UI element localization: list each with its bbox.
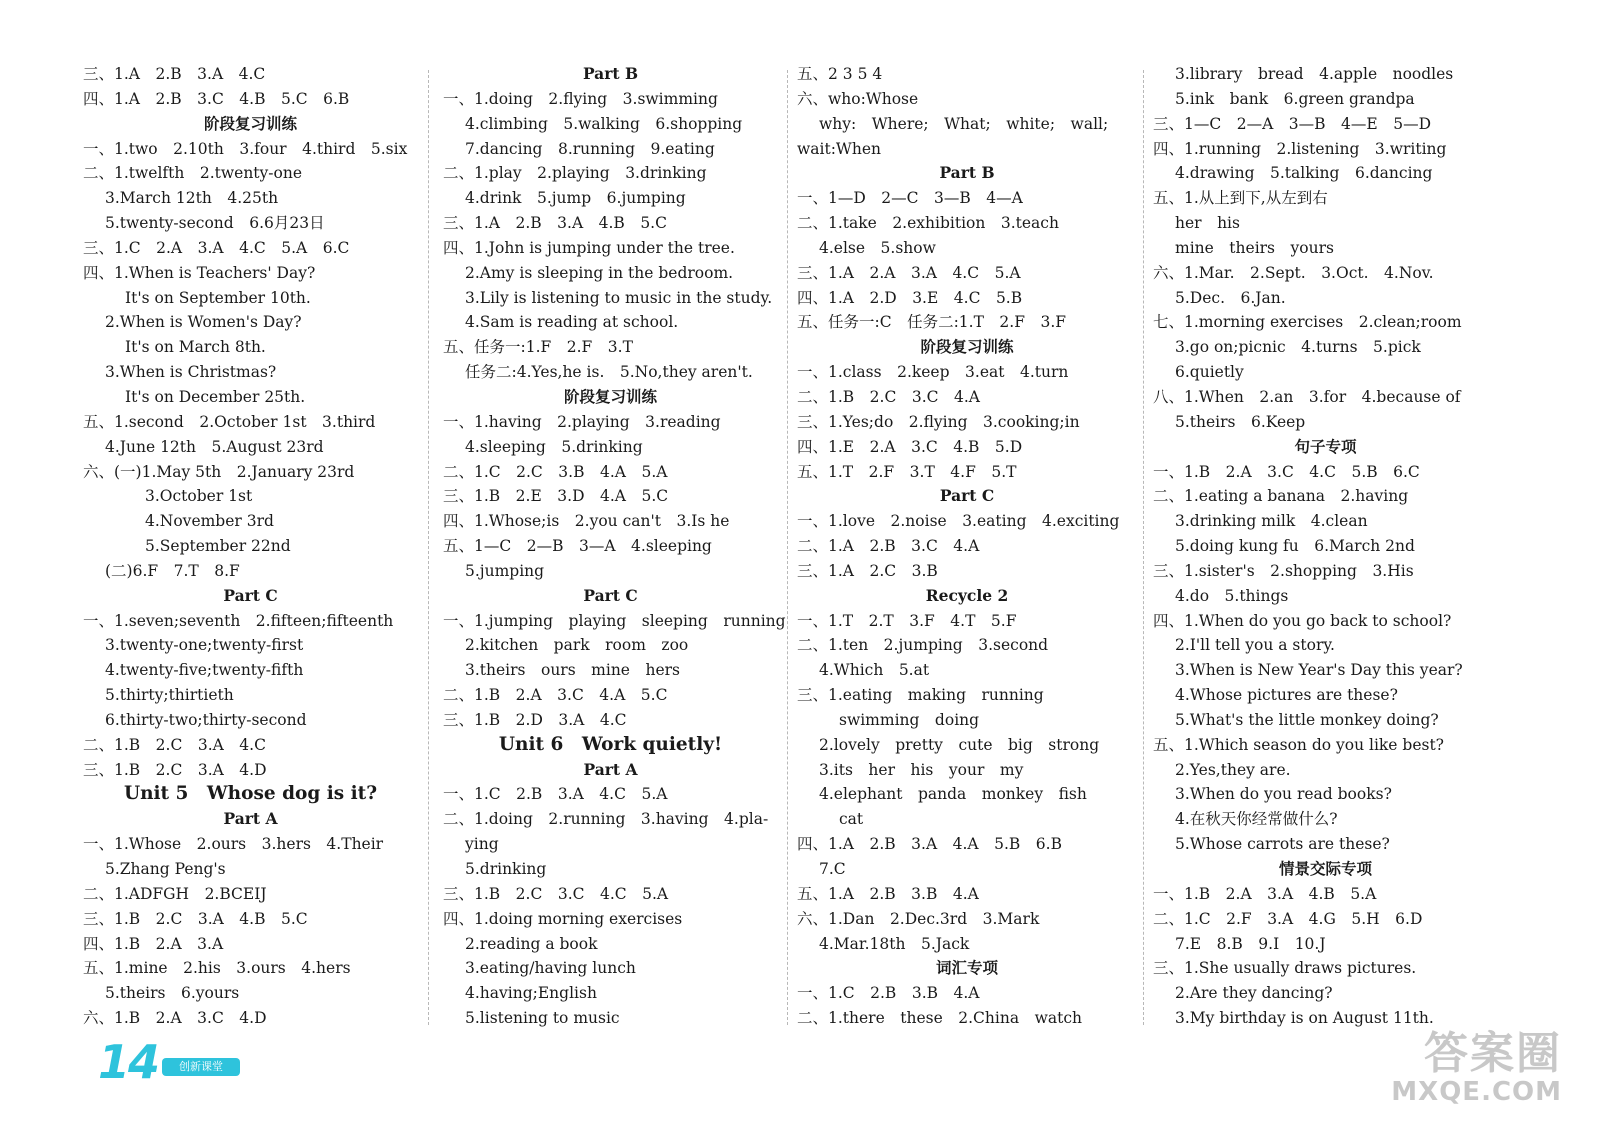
answer-line: 4.在秋天你经常做什么?	[1175, 810, 1338, 829]
watermark-url: MXQE.COM	[1391, 1077, 1562, 1107]
answer-line: 七、1.morning exercises 2.clean;room	[1153, 313, 1462, 332]
answer-line: 一、1.love 2.noise 3.eating 4.exciting	[797, 512, 1120, 531]
answer-column-4	[1153, 62, 1498, 1031]
section-heading: 情景交际专项	[1278, 859, 1372, 878]
answer-line: 3.go on;picnic 4.turns 5.pick	[1175, 338, 1421, 357]
answer-line: 六、1.Mar. 2.Sept. 3.Oct. 4.Nov.	[1153, 263, 1434, 282]
answer-line: 一、1.doing 2.flying 3.swimming	[443, 89, 718, 108]
answer-line: 三、1.B 2.E 3.D 4.A 5.C	[443, 487, 669, 506]
answer-line: 2.lovely pretty cute big strong	[819, 735, 1100, 754]
answer-line: 5.thirty;thirtieth	[105, 686, 234, 705]
answer-line: 5.doing kung fu 6.March 2nd	[1175, 537, 1415, 556]
section-heading: 句子专项	[1294, 436, 1357, 456]
answer-line: 3.eating/having lunch	[465, 959, 636, 978]
answer-line: 3.Lily is listening to music in the study.	[465, 288, 773, 307]
answer-line: 4.climbing 5.walking 6.shopping	[465, 114, 743, 133]
answer-line: 4.Whose pictures are these?	[1175, 686, 1398, 705]
answer-line: 6.quietly	[1175, 363, 1244, 382]
answer-line: 二、1.ADFGH 2.BCEIJ	[83, 884, 267, 903]
answer-line: 4.do 5.things	[1175, 586, 1289, 605]
answer-line: 3.March 12th 4.25th	[105, 189, 279, 208]
answer-line: 四、1.When do you go back to school?	[1153, 611, 1452, 630]
answer-line: wait:When	[797, 139, 881, 158]
section-heading: Part C	[223, 585, 278, 605]
answer-line: 四、1.When is Teachers' Day?	[83, 263, 316, 282]
answer-line: 一、1.C 2.B 3.B 4.A	[797, 984, 980, 1003]
answer-line: 3.twenty-one;twenty-first	[105, 636, 304, 655]
answer-line: 二、1.B 2.A 3.C 4.A 5.C	[443, 686, 668, 705]
answer-line: 二、1.ten 2.jumping 3.second	[797, 636, 1049, 655]
answer-line: why: Where; What; white; wall;	[819, 114, 1109, 133]
answer-line: 5.drinking	[465, 860, 547, 878]
answer-line: 2.kitchen park room zoo	[465, 636, 689, 655]
answer-line: 5.theirs 6.yours	[105, 984, 240, 1003]
answer-line: 一、1.having 2.playing 3.reading	[443, 412, 721, 431]
answer-line: 2.I'll tell you a story.	[1175, 636, 1335, 655]
answer-line: 一、1.two 2.10th 3.four 4.third 5.six	[83, 139, 408, 158]
watermark-logo-text: 答案圈	[1424, 1028, 1562, 1079]
answer-line: 4.November 3rd	[145, 512, 274, 531]
answer-line: 三、1.A 2.A 3.A 4.C 5.A	[797, 263, 1021, 282]
answer-line: It's on March 8th.	[125, 338, 266, 357]
section-heading: 阶段复习训练	[563, 386, 657, 406]
answer-line: 4.twenty-five;twenty-fifth	[105, 661, 304, 680]
answer-line: 二、1.B 2.C 3.A 4.C	[83, 735, 266, 754]
answer-line: 一、1—D 2—C 3—B 4—A	[797, 189, 1023, 208]
answer-line: 7.C	[819, 860, 846, 878]
answer-line: 二、1.there these 2.China watch	[797, 1009, 1082, 1028]
answer-line: 三、1.B 2.C 3.C 4.C 5.A	[443, 884, 669, 903]
answer-line: 二、1.C 2.C 3.B 4.A 5.A	[443, 462, 668, 481]
answer-line: 五、任务一:1.F 2.F 3.T	[443, 338, 633, 357]
answer-line: 五、1.mine 2.his 3.ours 4.hers	[83, 959, 351, 978]
section-heading: Recycle 2	[925, 585, 1009, 605]
answer-line: It's on September 10th.	[125, 288, 311, 307]
column-divider-1	[428, 70, 429, 1025]
answer-line: 4.drawing 5.talking 6.dancing	[1175, 164, 1433, 183]
answer-line: 7.dancing 8.running 9.eating	[465, 139, 715, 158]
column-divider-2	[787, 70, 788, 1025]
answer-line: 5.listening to music	[465, 1009, 620, 1028]
answer-line: 任务二:4.Yes,he is. 5.No,they aren't.	[465, 363, 753, 382]
answer-line: 一、1.T 2.T 3.F 4.T 5.F	[797, 611, 1017, 630]
answer-line: 一、1.B 2.A 3.C 4.C 5.B 6.C	[1153, 462, 1420, 481]
answer-line: 六、1.Dan 2.Dec.3rd 3.Mark	[797, 909, 1040, 928]
section-heading: Part B	[582, 64, 639, 83]
section-heading: Part B	[939, 163, 995, 183]
answer-line: 四、1.John is jumping under the tree.	[443, 238, 735, 257]
answer-line: 3.theirs ours mine hers	[465, 661, 681, 680]
answer-line: 二、1.take 2.exhibition 3.teach	[797, 214, 1059, 233]
answer-line: 一、1.C 2.B 3.A 4.C 5.A	[443, 785, 668, 804]
answer-line: 八、1.When 2.an 3.for 4.because of	[1153, 387, 1461, 406]
answer-line: 5.ink bank 6.green grandpa	[1175, 89, 1415, 108]
answer-line: 5.theirs 6.Keep	[1175, 412, 1306, 431]
section-heading: Unit 5 Whose dog is it?	[123, 783, 378, 805]
answer-line: 2.reading a book	[465, 934, 598, 953]
section-heading: Part A	[583, 759, 638, 779]
answer-line: cat	[839, 810, 864, 829]
answer-line: 五、1.Which season do you like best?	[1153, 735, 1444, 754]
answer-line: 4.Which 5.at	[819, 661, 930, 680]
answer-line: 4.Mar.18th 5.Jack	[819, 934, 970, 953]
answer-line: 2.Amy is sleeping in the bedroom.	[465, 263, 734, 282]
answer-line: ying	[465, 835, 499, 854]
watermark	[1391, 1030, 1562, 1106]
answer-line: 三、1—C 2—A 3—B 4—E 5—D	[1153, 114, 1431, 133]
answer-line: 一、1.Whose 2.ours 3.hers 4.Their	[83, 835, 384, 854]
answer-line: 五、1.second 2.October 1st 3.third	[83, 412, 376, 431]
answer-line: 3.When is New Year's Day this year?	[1175, 661, 1463, 680]
answer-line: 2.When is Women's Day?	[105, 313, 302, 332]
answer-line: 3.its her his your my	[819, 760, 1024, 779]
answer-line: 4.elephant panda monkey fish	[819, 785, 1087, 804]
answer-line: 5.Whose carrots are these?	[1175, 835, 1390, 854]
answer-line: 四、1.A 2.B 3.A 4.A 5.B 6.B	[797, 835, 1062, 854]
answer-line: 四、1.E 2.A 3.C 4.B 5.D	[797, 437, 1023, 456]
answer-line: 三、1.A 2.B 3.A 4.B 5.C	[443, 214, 667, 233]
answer-line: 二、1.B 2.C 3.C 4.A	[797, 387, 980, 406]
answer-line: 五、1.从上到下,从左到右	[1153, 189, 1328, 208]
answer-line: 7.E 8.B 9.I 10.J	[1175, 934, 1326, 953]
answer-line: 四、1.A 2.B 3.C 4.B 5.C 6.B	[83, 89, 350, 108]
answer-line: 5.Zhang Peng's	[105, 860, 226, 878]
section-heading: Part C	[583, 585, 638, 605]
answer-line: 4.drink 5.jump 6.jumping	[465, 189, 686, 208]
answer-line: 二、1.eating a banana 2.having	[1153, 487, 1409, 506]
answer-line: 3.When is Christmas?	[105, 363, 277, 382]
answer-line: 一、1.class 2.keep 3.eat 4.turn	[797, 363, 1069, 382]
answer-line: 二、1.twelfth 2.twenty-one	[83, 164, 303, 183]
answer-line: 三、1.B 2.C 3.A 4.D	[83, 760, 267, 779]
answer-line: 五、1.T 2.F 3.T 4.F 5.T	[797, 462, 1017, 481]
answer-line: 4.else 5.show	[819, 238, 936, 257]
answer-line: 3.drinking milk 4.clean	[1175, 512, 1368, 531]
answer-line: 三、1.C 2.A 3.A 4.C 5.A 6.C	[83, 238, 350, 257]
answer-line: mine theirs yours	[1175, 238, 1334, 257]
answer-line: swimming doing	[839, 710, 980, 729]
answer-line: 3.My birthday is on August 11th.	[1175, 1009, 1434, 1028]
answer-line: (二)6.F 7.T 8.F	[105, 561, 240, 580]
answer-line: 四、1.doing morning exercises	[443, 909, 683, 928]
answer-line: 二、1.C 2.F 3.A 4.G 5.H 6.D	[1153, 909, 1423, 928]
answer-line: 一、1.B 2.A 3.A 4.B 5.A	[1153, 884, 1377, 903]
page-number: 14	[98, 1035, 159, 1089]
section-heading: Part A	[223, 809, 278, 829]
answer-line: 3.library bread 4.apple noodles	[1175, 65, 1454, 83]
answer-line: her his	[1175, 214, 1240, 233]
answer-line: 四、1.running 2.listening 3.writing	[1153, 139, 1447, 158]
answer-line: 5.twenty-second 6.6月23日	[105, 214, 325, 233]
answer-line: 三、1.B 2.D 3.A 4.C	[443, 710, 627, 729]
answer-line: 5.September 22nd	[145, 537, 291, 556]
section-heading: 阶段复习训练	[920, 337, 1014, 357]
answer-line: 5.Dec. 6.Jan.	[1175, 288, 1286, 307]
answer-column-2	[443, 62, 786, 1031]
answer-line: 六、1.B 2.A 3.C 4.D	[83, 1009, 267, 1028]
answer-line: 四、1.Whose;is 2.you can't 3.Is he	[443, 512, 730, 531]
answer-line: 五、2 3 5 4	[797, 65, 883, 83]
section-heading: Unit 6 Work quietly!	[498, 733, 723, 755]
section-heading: Part C	[939, 486, 995, 506]
answer-line: 二、1.A 2.B 3.C 4.A	[797, 537, 980, 556]
answer-line: 四、1.B 2.A 3.A	[83, 934, 224, 953]
answer-line: 2.Yes,they are.	[1175, 760, 1291, 779]
answer-line: It's on December 25th.	[125, 387, 306, 406]
answer-line: 六、who:Whose	[797, 89, 919, 108]
answer-column-3	[797, 62, 1137, 1031]
answer-line: 三、1.A 2.B 3.A 4.C	[83, 65, 266, 83]
answer-line: 4.June 12th 5.August 23rd	[105, 437, 324, 456]
answer-line: 一、1.seven;seventh 2.fifteen;fifteenth	[83, 611, 394, 630]
answer-column-1	[83, 62, 418, 1031]
answer-line: 三、1.A 2.C 3.B	[797, 561, 938, 580]
section-heading: 阶段复习训练	[203, 113, 297, 133]
answer-line: 四、1.A 2.D 3.E 4.C 5.B	[797, 288, 1023, 307]
answer-line: 一、1.jumping playing sleeping running	[443, 611, 786, 630]
answer-line: 3.When do you read books?	[1175, 785, 1392, 804]
column-divider-3	[1143, 70, 1144, 1025]
answer-line: 五、任务一:C 任务二:1.T 2.F 3.F	[797, 313, 1067, 332]
answer-line: 三、1.B 2.C 3.A 4.B 5.C	[83, 909, 308, 928]
answer-line: 三、1.She usually draws pictures.	[1153, 959, 1417, 978]
answer-line: 3.October 1st	[145, 487, 253, 506]
section-heading: 词汇专项	[935, 958, 998, 978]
answer-line: 三、1.sister's 2.shopping 3.His	[1153, 561, 1414, 580]
answer-line: 二、1.doing 2.running 3.having 4.pla-	[443, 810, 769, 829]
answer-line: 4.sleeping 5.drinking	[465, 437, 643, 456]
answer-line: 六、(一)1.May 5th 2.January 23rd	[83, 462, 355, 481]
answer-line: 4.Sam is reading at school.	[465, 313, 679, 332]
answer-line: 三、1.Yes;do 2.flying 3.cooking;in	[797, 412, 1080, 431]
answer-line: 五、1—C 2—B 3—A 4.sleeping	[443, 537, 712, 556]
answer-line: 5.What's the little monkey doing?	[1175, 710, 1439, 729]
series-tag: 创新课堂	[162, 1058, 240, 1076]
answer-line: 五、1.A 2.B 3.B 4.A	[797, 884, 979, 903]
answer-line: 三、1.eating making running	[797, 686, 1044, 705]
answer-line: 二、1.play 2.playing 3.drinking	[443, 164, 707, 183]
answer-line: 2.Are they dancing?	[1175, 984, 1333, 1003]
answer-line: 5.jumping	[465, 561, 545, 580]
answer-line: 6.thirty-two;thirty-second	[105, 710, 307, 729]
answer-line: 4.having;English	[465, 984, 597, 1003]
